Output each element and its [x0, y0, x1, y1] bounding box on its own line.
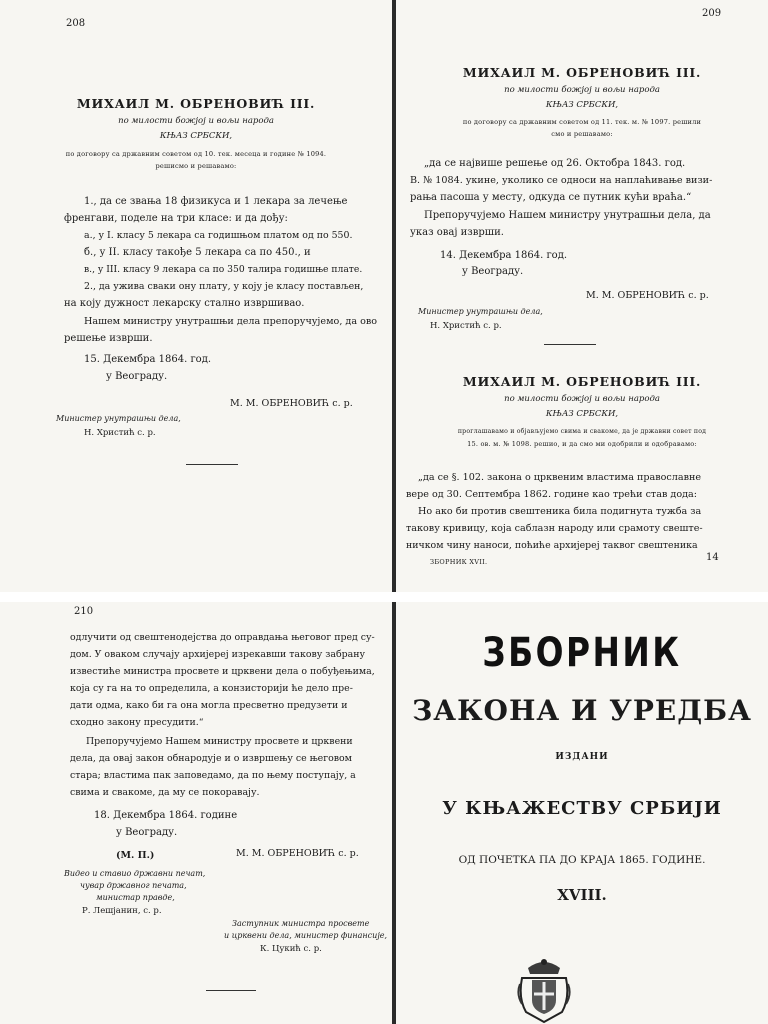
decree-title: МИХАИЛ М. ОБРЕНОВИЋ III. — [462, 65, 702, 80]
text-line: која су га на то определила, а конзисторији ће дело пре- — [70, 683, 353, 694]
page-210 — [0, 602, 392, 1024]
cover-volume: XVIII. — [557, 886, 607, 904]
text-line: „да се највише решење од 26. Октобра 1843. год. — [424, 158, 686, 169]
text-line: указ овај изврши. — [410, 227, 504, 238]
page-208 — [0, 0, 392, 592]
decree-preamble: по договору са државним советом од 10. тек. месеца и године № 1094. — [65, 150, 327, 158]
minister-title: Министер унутрашњи дела, — [56, 414, 181, 423]
signature: М. М. ОБРЕНОВИЋ с. р. — [230, 398, 353, 409]
text-line: Нашем министру унутрашњи дела препоручујемо, да ово — [84, 316, 378, 327]
seal-name: Р. Лешјанин, с. р. — [82, 906, 162, 916]
page-number: 210 — [74, 606, 94, 617]
text-line: стара; властима пак заповедамо, да по њему поступају, а — [70, 770, 356, 781]
deputy-name: К. Цукић с. р. — [260, 944, 322, 954]
text-line: рања пасоша у месту, одкуда се путник кући враћа.“ — [410, 192, 692, 203]
text-line: ничком чину наноси, поћиће архијереј таквог свештеника — [406, 540, 698, 551]
decree-preamble: по договору са државним советом од 11. тек. м. № 1097. решили — [462, 118, 702, 126]
text-line: дати одма, како би га она могла пресветно предузети и — [70, 700, 348, 711]
decree-title: МИХАИЛ М. ОБРЕНОВИЋ III. — [76, 96, 316, 111]
minister-title: Министер унутрашњи дела, — [418, 307, 543, 316]
text-line: „да се §. 102. закона о црквеним властима православне — [418, 472, 702, 483]
decree-subtitle: по милости божјој и вољи народа — [118, 116, 274, 126]
page-209 — [396, 0, 768, 592]
decree-place: у Веограду. — [462, 266, 524, 277]
decree-knez: КЊАЗ СРБСКИ, — [159, 131, 233, 141]
decree-preamble: смо и решавамо: — [551, 130, 613, 138]
decree-title: МИХАИЛ М. ОБРЕНОВИЋ III. — [462, 374, 702, 389]
signature: М. М. ОБРЕНОВИЋ с. р. — [236, 848, 359, 859]
text-line: свима и свакоме, да му се покоравају. — [70, 787, 260, 798]
page-number: 208 — [66, 18, 86, 29]
text-line: сходно закону пресудити.“ — [70, 717, 204, 728]
cover-issued: ИЗДАНИ — [555, 752, 609, 762]
decree-date: 18. Декембра 1864. године — [94, 810, 238, 821]
seal-mark: (М. П.) — [116, 850, 155, 861]
sheet-number: 14 — [706, 552, 719, 563]
text-line: а., у I. класу 5 лекара са годишњом платом од по 550. — [84, 230, 353, 241]
text-line: на коју дужност лекарску стално извршивао. — [64, 298, 305, 309]
text-line: В. № 1084. укине, уколико се односи на наплаћивање визи- — [410, 175, 713, 186]
decree-preamble: проглашавамо и објављујемо свима и свакоме, да је државни совет под — [457, 428, 707, 435]
cover-period: ОД ПОЧЕТКА ПА ДО КРАЈА 1865. ГОДИНЕ. — [458, 854, 706, 866]
title-page — [396, 602, 768, 1024]
decree-date: 14. Декембра 1864. год. — [440, 250, 568, 261]
minister-name: Н. Христић с. р. — [430, 321, 502, 331]
text-line: Препоручујемо Нашем министру унутрашњи дела, да — [424, 210, 711, 221]
seal-note: чувар државног печата, — [80, 881, 187, 890]
text-line: 2., да ужива сваки ону плату, у коју је класу постављен, — [84, 281, 364, 292]
cover-country: У КЊАЖЕСТВУ СРБИЈИ — [442, 798, 722, 819]
divider — [206, 990, 256, 991]
deputy-note: и црквени дела, министер финансије, — [224, 931, 388, 940]
text-line: 1., да се звања 18 физикуса и 1 лекара за лечење — [84, 196, 348, 207]
text-line: одлучити од свештенодејства до оправдања његовог пред су- — [70, 632, 375, 643]
cover-subtitle: ЗАКОНА И УРЕДБА — [412, 694, 752, 727]
signature-mark: ЗБОРНИК XVII. — [430, 558, 488, 566]
text-line: в., у III. класу 9 лекара са по 350 талира годишње плате. — [84, 264, 363, 275]
decree-subtitle: по милости божјој и вољи народа — [504, 394, 660, 404]
decree-knez: КЊАЗ СРБСКИ, — [545, 409, 619, 419]
cover-title: ЗБОРНИК — [482, 630, 682, 676]
decree-place: у Веограду. — [116, 827, 178, 838]
text-line: решење изврши. — [64, 333, 153, 344]
text-line: вере од 30. Септембра 1862. године као трећи став дода: — [406, 489, 697, 500]
page-number: 209 — [702, 8, 722, 19]
decree-date: 15. Декембра 1864. год. — [84, 354, 212, 365]
text-line: дом. У оваком случају архијереј изрекавши такову забрану — [70, 649, 365, 660]
text-line: такову кривицу, која саблазн народу или срамоту свеште- — [406, 523, 703, 534]
signature: М. М. ОБРЕНОВИЋ с. р. — [586, 290, 709, 301]
text-line: френгави, поделе на три класе: и да дођу: — [64, 213, 288, 224]
minister-name: Н. Христић с. р. — [84, 428, 156, 438]
decree-knez: КЊАЗ СРБСКИ, — [545, 100, 619, 110]
divider — [544, 344, 596, 345]
deputy-note: Заступник министра просвете — [232, 919, 370, 928]
row-separator — [0, 592, 768, 602]
seal-note: Видео и ставио државни печат, — [64, 869, 206, 878]
divider — [186, 464, 238, 465]
text-line: дела, да овај закон обнародује и о извршењу се његовом — [70, 753, 352, 764]
decree-preamble: 15. ов. м. № 1098. решио, и да смо ми одобрили и одобравамо: — [467, 440, 697, 448]
text-line: Препоручујемо Нашем министру просвете и црквени — [86, 736, 353, 747]
decree-place: у Веограду. — [106, 371, 168, 382]
text-line: известиће министра просвете и црквени дела о побуђењима, — [70, 666, 375, 677]
text-line: б., у II. класу такође 5 лекара са по 450., и — [84, 247, 311, 258]
coat-of-arms-icon — [516, 954, 572, 1024]
seal-note: министар правде, — [96, 893, 175, 902]
text-line: Но ако би против свештеника била подигнута тужба за — [418, 506, 702, 517]
decree-subtitle: по милости божјој и вољи народа — [504, 85, 660, 95]
decree-preamble: решисмо и решавамо: — [155, 162, 237, 170]
